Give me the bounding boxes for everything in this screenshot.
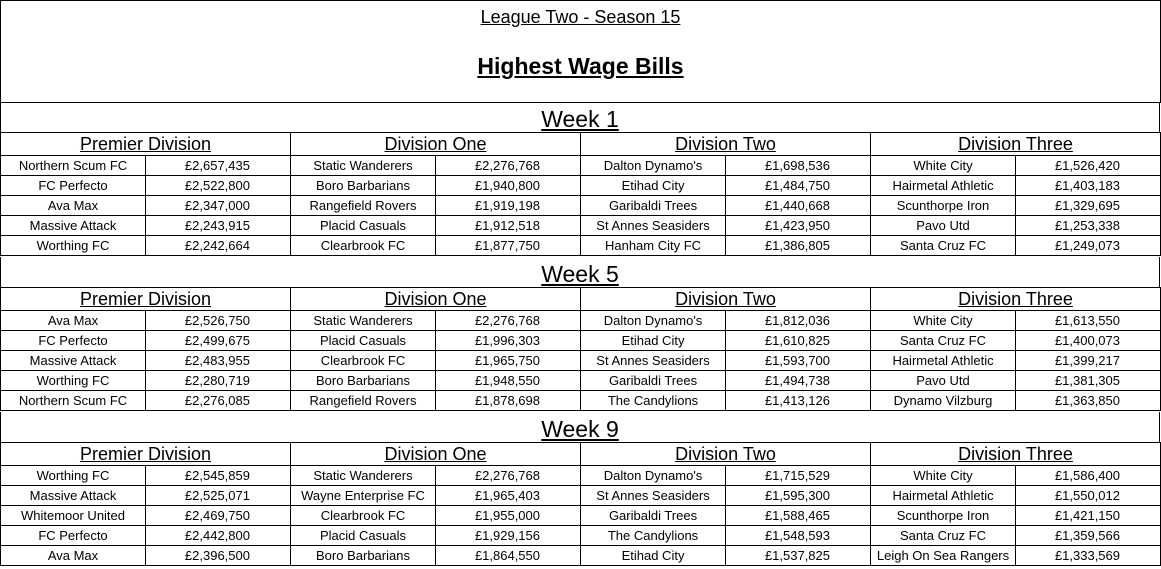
wage-value: £2,276,085 [146, 391, 291, 411]
team-name: Static Wanderers [291, 156, 436, 176]
table-row [1, 176, 1161, 196]
team-name: Rangefield Rovers [291, 391, 436, 411]
week-block [0, 257, 1160, 411]
team-name: Ava Max [1, 311, 146, 331]
wage-value: £1,698,536 [726, 156, 871, 176]
team-name: Boro Barbarians [291, 176, 436, 196]
team-name: Santa Cruz FC [871, 526, 1016, 546]
week-block [0, 412, 1160, 566]
division-heading: Premier Division [1, 133, 291, 156]
wage-value: £1,948,550 [436, 371, 581, 391]
team-name: Boro Barbarians [291, 371, 436, 391]
table-row [1, 236, 1161, 256]
wage-value: £1,423,950 [726, 216, 871, 236]
wage-value: £1,399,217 [1016, 351, 1161, 371]
wage-value: £1,919,198 [436, 196, 581, 216]
table-row [1, 466, 1161, 486]
wage-value: £1,413,126 [726, 391, 871, 411]
team-name: White City [871, 311, 1016, 331]
wage-value: £1,877,750 [436, 236, 581, 256]
team-name: Worthing FC [1, 466, 146, 486]
team-name: St Annes Seasiders [581, 486, 726, 506]
wage-value: £2,276,768 [436, 156, 581, 176]
wage-value: £1,249,073 [1016, 236, 1161, 256]
wage-value: £1,550,012 [1016, 486, 1161, 506]
table-row [1, 526, 1161, 546]
wage-value: £1,381,305 [1016, 371, 1161, 391]
team-name: St Annes Seasiders [581, 216, 726, 236]
team-name: White City [871, 156, 1016, 176]
division-header-row [1, 288, 1161, 311]
team-name: Worthing FC [1, 371, 146, 391]
wage-value: £1,965,403 [436, 486, 581, 506]
wage-value: £1,421,150 [1016, 506, 1161, 526]
report-title: Highest Wage Bills [477, 53, 684, 79]
wage-value: £1,526,420 [1016, 156, 1161, 176]
team-name: Clearbrook FC [291, 506, 436, 526]
wage-value: £2,522,800 [146, 176, 291, 196]
division-header-row [1, 133, 1161, 156]
wage-value: £2,280,719 [146, 371, 291, 391]
team-name: Clearbrook FC [291, 236, 436, 256]
team-name: Garibaldi Trees [581, 196, 726, 216]
division-header-row [1, 443, 1161, 466]
team-name: Leigh On Sea Rangers [871, 546, 1016, 566]
table-row [1, 546, 1161, 566]
team-name: FC Perfecto [1, 331, 146, 351]
wage-value: £1,610,825 [726, 331, 871, 351]
team-name: Ava Max [1, 196, 146, 216]
team-name: Hanham City FC [581, 236, 726, 256]
week-block [0, 102, 1160, 256]
wage-value: £1,588,465 [726, 506, 871, 526]
wage-value: £1,613,550 [1016, 311, 1161, 331]
wage-value: £2,396,500 [146, 546, 291, 566]
wage-value: £1,864,550 [436, 546, 581, 566]
wage-value: £1,996,303 [436, 331, 581, 351]
wage-value: £1,363,850 [1016, 391, 1161, 411]
division-heading: Division Three [871, 133, 1161, 156]
team-name: Placid Casuals [291, 331, 436, 351]
division-heading: Premier Division [1, 443, 291, 466]
wage-value: £2,657,435 [146, 156, 291, 176]
wage-value: £1,359,566 [1016, 526, 1161, 546]
wage-value: £2,469,750 [146, 506, 291, 526]
week-title: Week 5 [0, 257, 1160, 287]
team-name: The Candylions [581, 391, 726, 411]
table-row [1, 351, 1161, 371]
report-header [0, 0, 1161, 103]
wage-value: £1,940,800 [436, 176, 581, 196]
wage-value: £2,442,800 [146, 526, 291, 546]
division-heading: Division Three [871, 288, 1161, 311]
team-name: Scunthorpe Iron [871, 196, 1016, 216]
division-heading: Division Two [581, 133, 871, 156]
division-heading: Division One [291, 133, 581, 156]
team-name: Etihad City [581, 176, 726, 196]
table-row [1, 391, 1161, 411]
wage-value: £1,595,300 [726, 486, 871, 506]
team-name: Placid Casuals [291, 526, 436, 546]
team-name: FC Perfecto [1, 176, 146, 196]
team-name: Scunthorpe Iron [871, 506, 1016, 526]
wage-value: £2,545,859 [146, 466, 291, 486]
team-name: Static Wanderers [291, 466, 436, 486]
team-name: Massive Attack [1, 486, 146, 506]
wage-value: £2,276,768 [436, 466, 581, 486]
wage-table [0, 287, 1161, 411]
wage-value: £1,386,805 [726, 236, 871, 256]
division-heading: Division One [291, 443, 581, 466]
team-name: Massive Attack [1, 216, 146, 236]
team-name: Etihad City [581, 546, 726, 566]
division-heading: Division Three [871, 443, 1161, 466]
wage-value: £1,253,338 [1016, 216, 1161, 236]
team-name: Whitemoor United [1, 506, 146, 526]
wage-table [0, 132, 1161, 256]
team-name: Santa Cruz FC [871, 331, 1016, 351]
wage-table [0, 442, 1161, 566]
table-row [1, 506, 1161, 526]
table-row [1, 216, 1161, 236]
team-name: Rangefield Rovers [291, 196, 436, 216]
wage-value: £1,329,695 [1016, 196, 1161, 216]
wage-value: £1,965,750 [436, 351, 581, 371]
wage-value: £1,537,825 [726, 546, 871, 566]
division-heading: Division One [291, 288, 581, 311]
division-heading: Division Two [581, 443, 871, 466]
wage-value: £1,593,700 [726, 351, 871, 371]
wage-value: £2,526,750 [146, 311, 291, 331]
team-name: Boro Barbarians [291, 546, 436, 566]
team-name: Northern Scum FC [1, 391, 146, 411]
wage-value: £1,715,529 [726, 466, 871, 486]
table-row [1, 196, 1161, 216]
week-title: Week 9 [0, 412, 1160, 442]
wage-value: £2,243,915 [146, 216, 291, 236]
team-name: Dalton Dynamo's [581, 156, 726, 176]
report-subtitle: League Two - Season 15 [480, 7, 681, 27]
team-name: Dalton Dynamo's [581, 311, 726, 331]
team-name: White City [871, 466, 1016, 486]
team-name: Massive Attack [1, 351, 146, 371]
team-name: Dynamo Vilzburg [871, 391, 1016, 411]
wage-value: £1,929,156 [436, 526, 581, 546]
team-name: Hairmetal Athletic [871, 351, 1016, 371]
wage-value: £2,347,000 [146, 196, 291, 216]
wage-value: £1,586,400 [1016, 466, 1161, 486]
division-heading: Division Two [581, 288, 871, 311]
wage-value: £2,276,768 [436, 311, 581, 331]
team-name: Wayne Enterprise FC [291, 486, 436, 506]
team-name: Placid Casuals [291, 216, 436, 236]
team-name: Static Wanderers [291, 311, 436, 331]
wage-value: £1,400,073 [1016, 331, 1161, 351]
wage-value: £1,812,036 [726, 311, 871, 331]
wage-value: £1,494,738 [726, 371, 871, 391]
week-title: Week 1 [0, 102, 1160, 132]
team-name: Pavo Utd [871, 216, 1016, 236]
wage-value: £1,912,518 [436, 216, 581, 236]
team-name: Clearbrook FC [291, 351, 436, 371]
team-name: Ava Max [1, 546, 146, 566]
wage-value: £2,499,675 [146, 331, 291, 351]
wage-value: £1,403,183 [1016, 176, 1161, 196]
team-name: Dalton Dynamo's [581, 466, 726, 486]
team-name: Garibaldi Trees [581, 506, 726, 526]
table-row [1, 311, 1161, 331]
wage-value: £1,955,000 [436, 506, 581, 526]
team-name: Hairmetal Athletic [871, 176, 1016, 196]
table-row [1, 331, 1161, 351]
team-name: Garibaldi Trees [581, 371, 726, 391]
wage-value: £1,333,569 [1016, 546, 1161, 566]
team-name: Etihad City [581, 331, 726, 351]
wage-value: £2,242,664 [146, 236, 291, 256]
team-name: St Annes Seasiders [581, 351, 726, 371]
wage-value: £2,483,955 [146, 351, 291, 371]
team-name: Hairmetal Athletic [871, 486, 1016, 506]
team-name: The Candylions [581, 526, 726, 546]
team-name: Northern Scum FC [1, 156, 146, 176]
wage-value: £1,440,668 [726, 196, 871, 216]
table-row [1, 156, 1161, 176]
table-row [1, 486, 1161, 506]
team-name: Santa Cruz FC [871, 236, 1016, 256]
table-row [1, 371, 1161, 391]
team-name: Pavo Utd [871, 371, 1016, 391]
division-heading: Premier Division [1, 288, 291, 311]
team-name: Worthing FC [1, 236, 146, 256]
wage-value: £1,484,750 [726, 176, 871, 196]
team-name: FC Perfecto [1, 526, 146, 546]
wage-value: £2,525,071 [146, 486, 291, 506]
wage-value: £1,878,698 [436, 391, 581, 411]
wage-value: £1,548,593 [726, 526, 871, 546]
